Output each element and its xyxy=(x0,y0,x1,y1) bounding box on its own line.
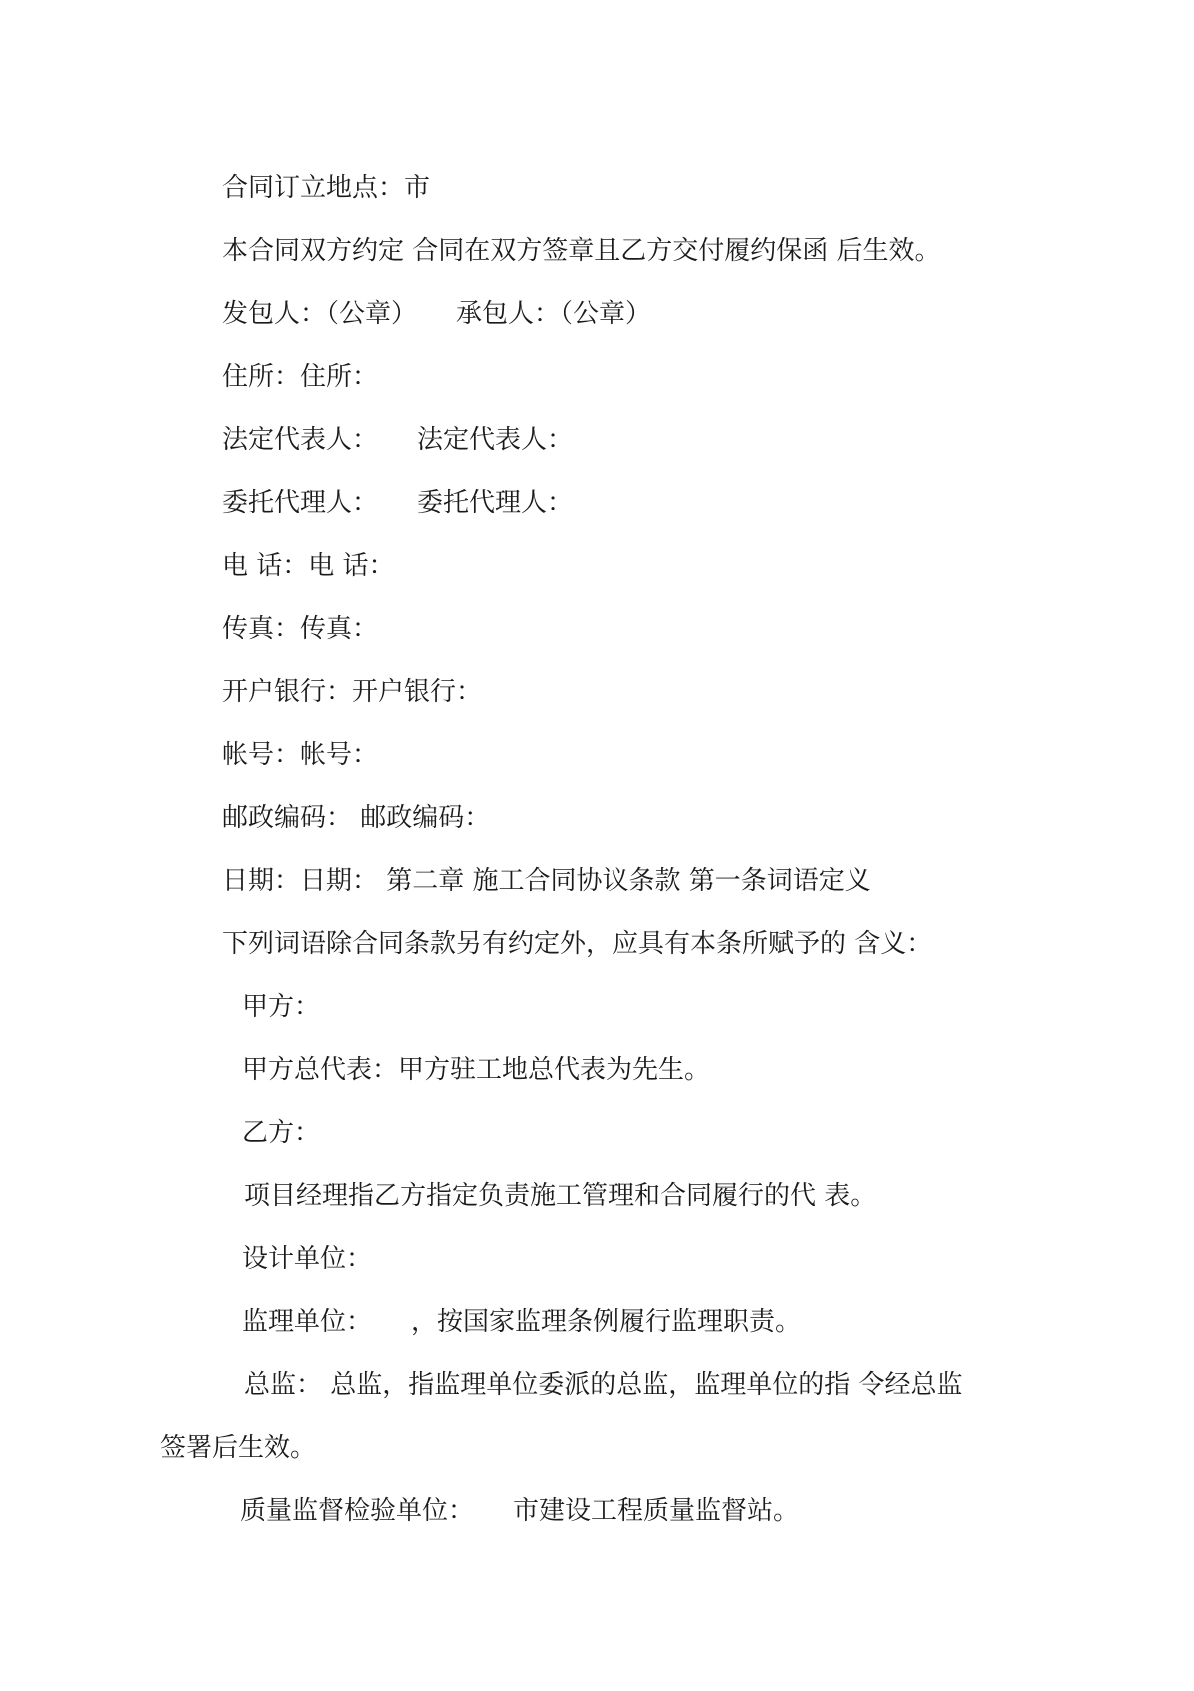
party-seal-line: 发包人：（公章） 承包人：（公章） xyxy=(222,299,652,329)
chief-supervisor-continuation-line: 签署后生效。 xyxy=(160,1433,317,1463)
chief-supervisor-line: 总监： 总监，指监理单位委派的总监，监理单位的指 令经总监 xyxy=(244,1370,963,1400)
party-a-line: 甲方： xyxy=(242,992,321,1022)
effective-clause-line: 本合同双方约定 合同在双方签章且乙方交付履约保函 后生效。 xyxy=(222,236,941,266)
project-manager-line: 项目经理指乙方指定负责施工管理和合同履行的代 表。 xyxy=(244,1181,877,1211)
address-line: 住所：住所： xyxy=(222,362,379,392)
telephone-line: 电 话：电 话： xyxy=(222,551,395,581)
contract-location-line: 合同订立地点：市 xyxy=(222,173,431,203)
definition-intro-line: 下列词语除合同条款另有约定外，应具有本条所赋予的 含义： xyxy=(222,929,933,959)
account-number-line: 帐号：帐号： xyxy=(222,740,379,770)
design-unit-line: 设计单位： xyxy=(242,1244,373,1274)
quality-inspection-line: 质量监督检验单位： 市建设工程质量监督站。 xyxy=(240,1496,800,1526)
fax-line: 传真：传真： xyxy=(222,614,379,644)
date-and-chapter-line: 日期：日期： 第二章 施工合同协议条款 第一条词语定义 xyxy=(222,866,871,896)
postal-code-line: 邮政编码： 邮政编码： xyxy=(222,803,491,833)
authorized-agent-line: 委托代理人： 委托代理人： xyxy=(222,488,574,518)
supervision-unit-line: 监理单位： ，按国家监理条例履行监理职责。 xyxy=(242,1307,802,1337)
party-b-line: 乙方： xyxy=(242,1118,321,1148)
legal-representative-line: 法定代表人： 法定代表人： xyxy=(222,425,574,455)
bank-line: 开户银行：开户银行： xyxy=(222,677,483,707)
party-a-representative-line: 甲方总代表：甲方驻工地总代表为先生。 xyxy=(242,1055,711,1085)
